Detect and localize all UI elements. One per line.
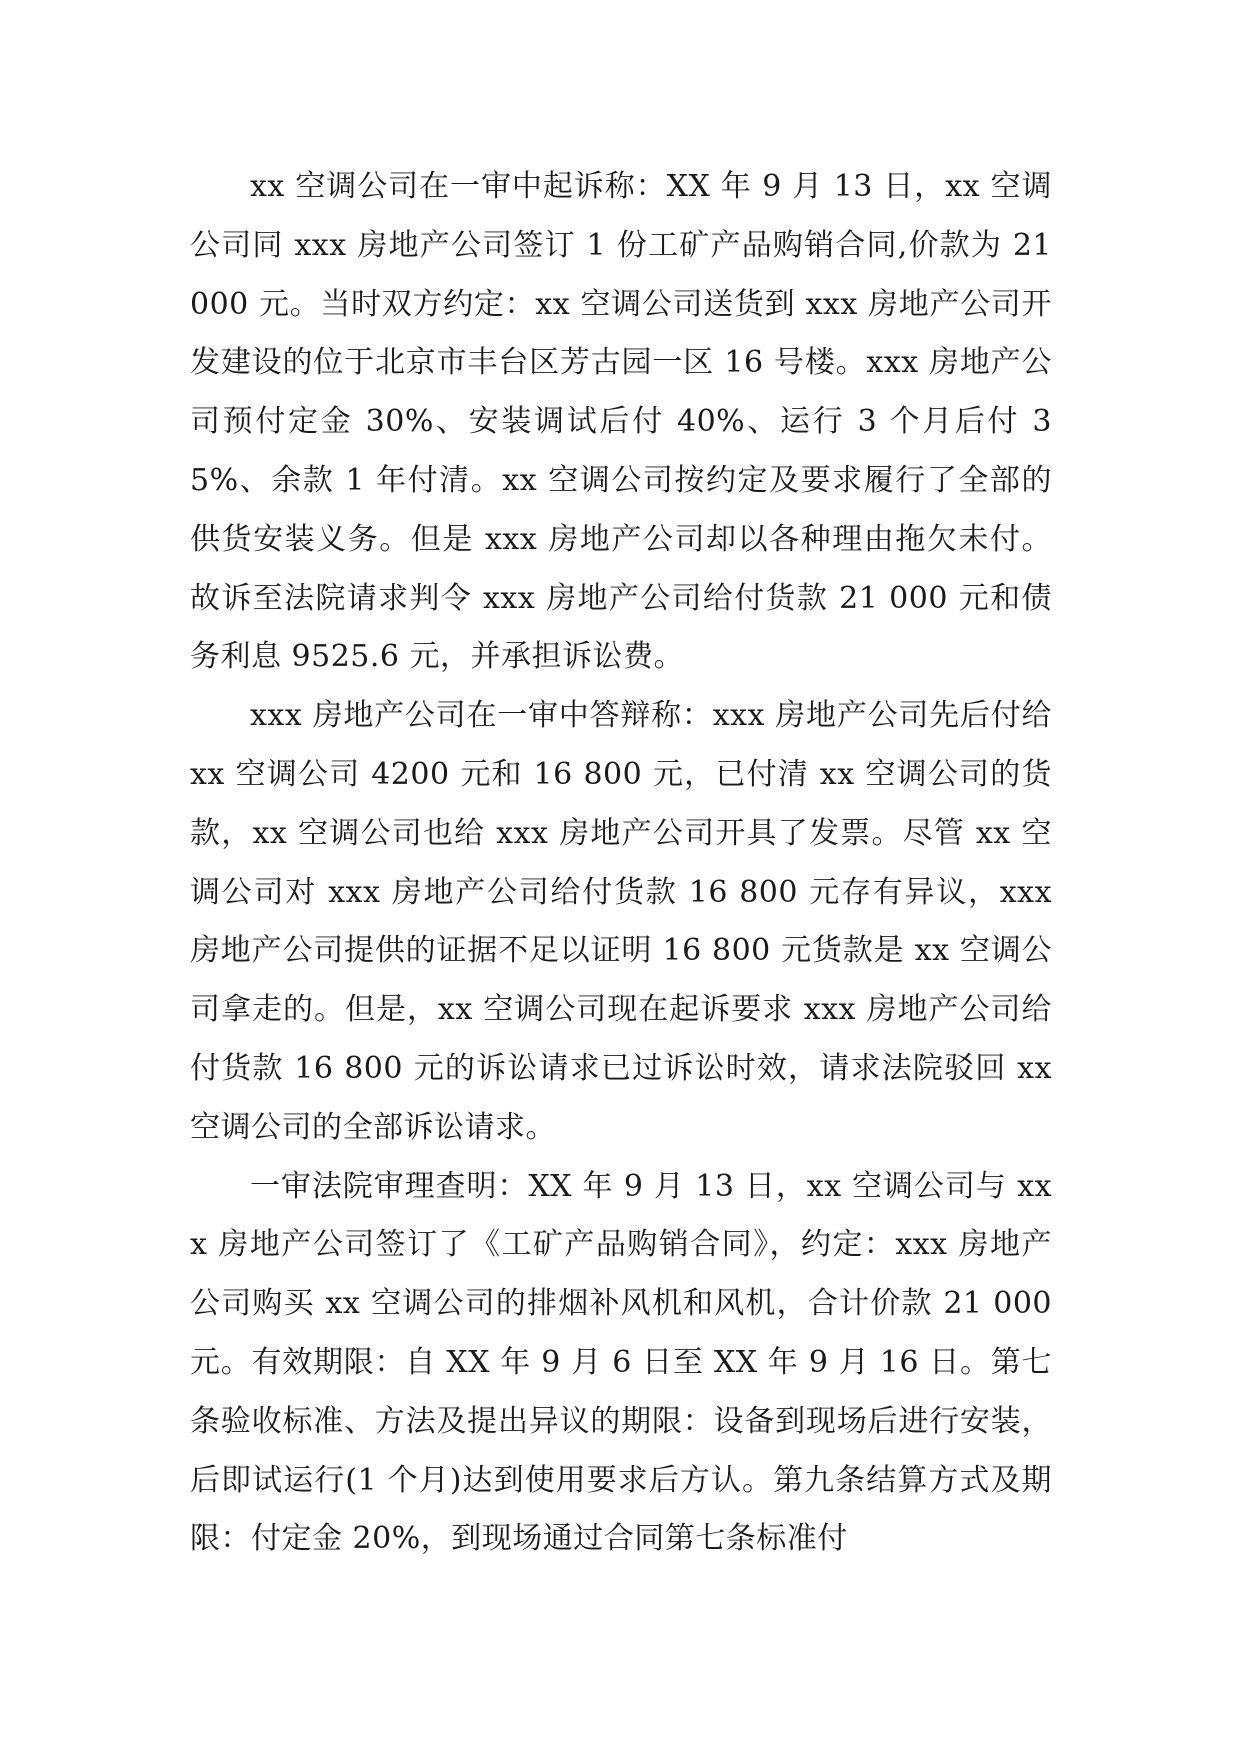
paragraph-court-findings: 一审法院审理查明：XX 年 9 月 13 日，xx 空调公司与 xxx 房地产公司签订了《工矿产品购销合同》，约定：xxx 房地产公司购买 xx 空调公司的排烟补风机和风机，合计价款 21 000 元。有效期限：自 XX 年 9 月 6 日至 XX 年 9 月 16 日。第七条验收标准、方法及提出异议的期限：设备到现场后进行安装，后即试运行(1 个月)达到使用要求后方认。第九条结算方式及期限：付定金 20%，到现场通过合同第七条标准付 (190, 1168, 1052, 1557)
paragraph-complaint: xx 空调公司在一审中起诉称：XX 年 9 月 13 日，xx 空调公司同 xxx 房地产公司签订 1 份工矿产品购销合同,价款为 21 000 元。当时双方约定：xx 空调公司送货到 xxx 房地产公司开发建设的位于北京市丰台区芳古园一区 16 号楼。xxx 房地产公司预付定金 30%、安装调试后付 40%、运行 3 个月后付 35%、余款 1 年付清。xx 空调公司按约定及要求履行了全部的供货安装义务。但是 xxx 房地产公司却以各种理由拖欠未付。故诉至法院请求判令 xxx 房地产公司给付货款 21 000 元和债务利息 9525.6 元，并承担诉讼费。 (190, 169, 1052, 675)
document-body (190, 158, 1052, 1569)
paragraph-defense: xxx 房地产公司在一审中答辩称：xxx 房地产公司先后付给 xx 空调公司 4200 元和 16 800 元，已付清 xx 空调公司的货款，xx 空调公司也给 xxx 房地产公司开具了发票。尽管 xx 空调公司对 xxx 房地产公司给付货款 16 800 元存有异议，xxx 房地产公司提供的证据不足以证明 16 800 元货款是 xx 空调公司拿走的。但是，xx 空调公司现在起诉要求 xxx 房地产公司给付货款 16 800 元的诉讼请求已过诉讼时效，请求法院驳回 xx 空调公司的全部诉讼请求。 (190, 698, 1052, 1145)
